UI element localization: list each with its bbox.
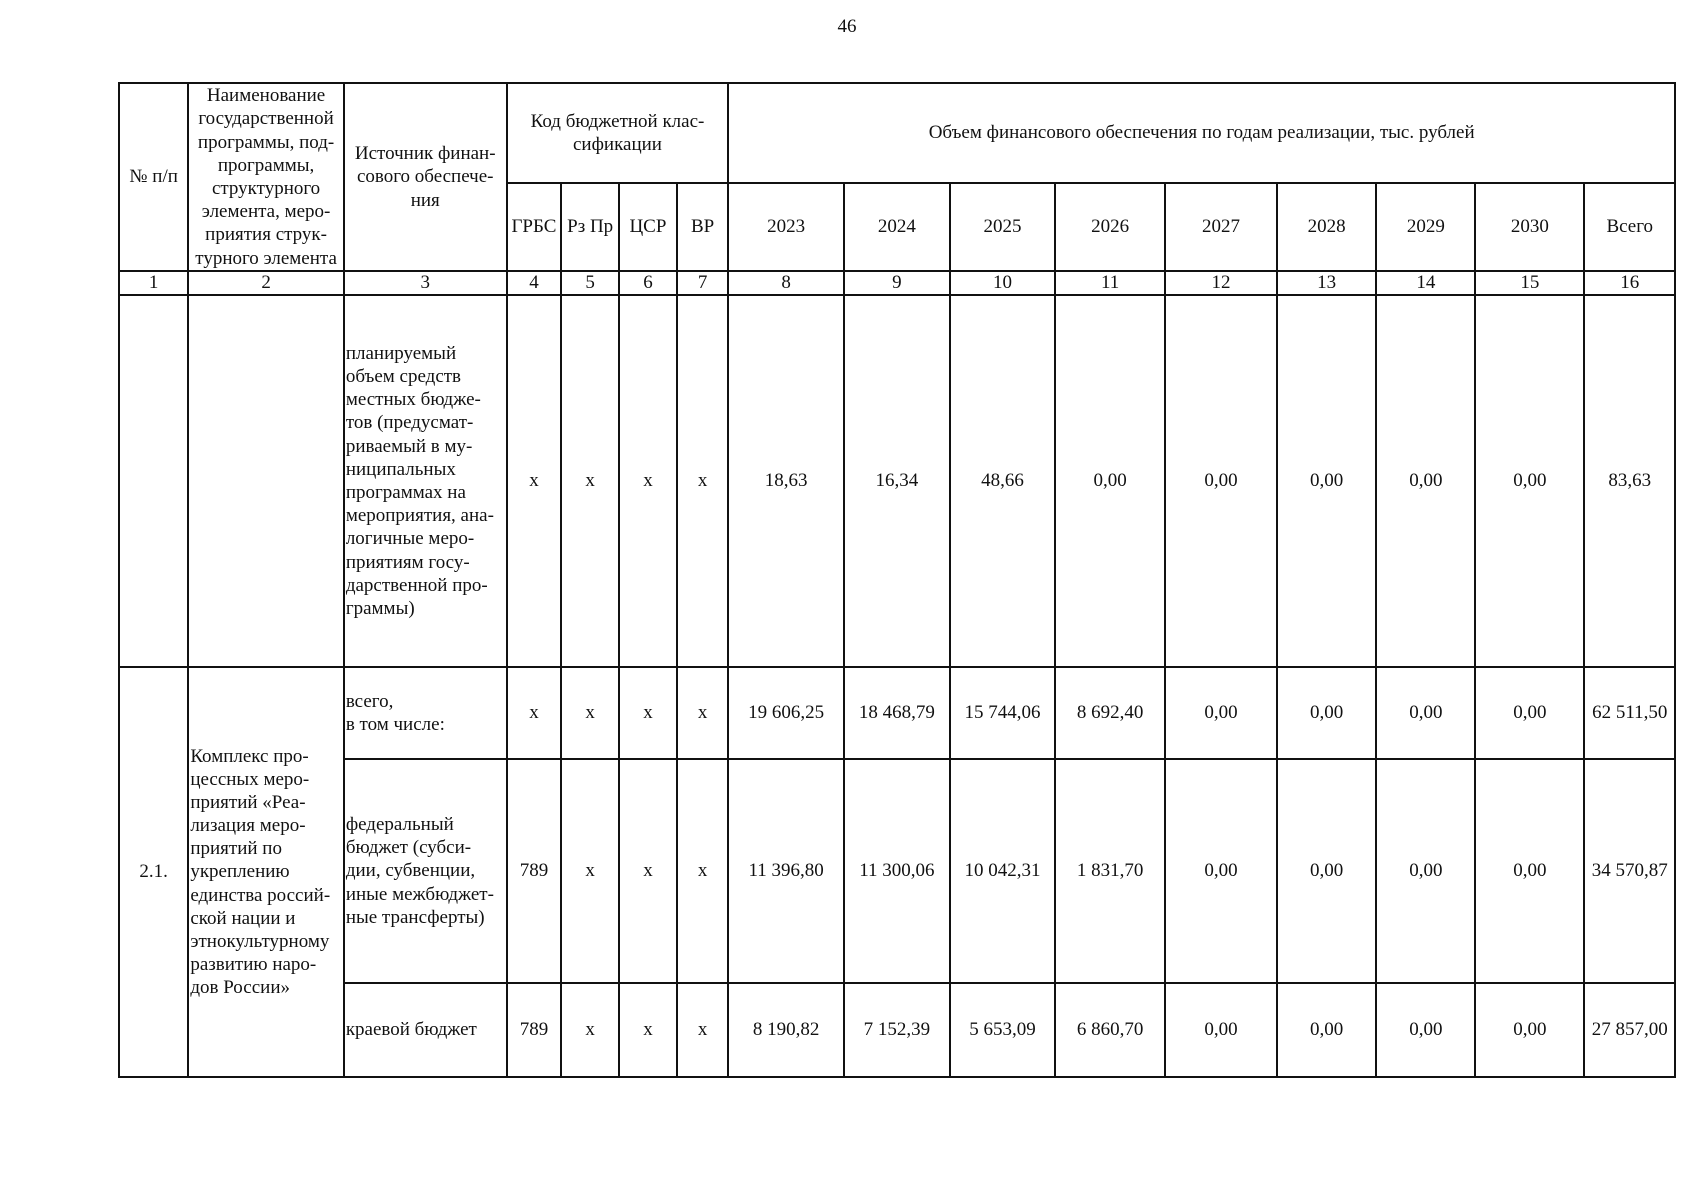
value-2027: 0,00 [1165,759,1276,983]
value-2030: 0,00 [1475,759,1584,983]
value-total: 83,63 [1584,295,1675,667]
value-2029: 0,00 [1376,759,1475,983]
code-grbs: x [507,295,562,667]
financing-table [118,82,1676,1078]
header-num: № п/п [119,83,188,271]
header-code-csr: ЦСР [619,183,677,271]
code-csr: x [619,667,677,759]
value-2025: 10 042,31 [950,759,1055,983]
header-total: Всего [1584,183,1675,271]
row-source: федеральный бюджет (субси- дии, субвенции, иные межбюджет- ные трансферты) [344,759,507,983]
row-source: краевой бюджет [344,983,507,1077]
header-code-vr: ВР [677,183,728,271]
header-row-1 [119,83,1675,183]
row-source: всего, в том числе: [344,667,507,759]
row-name: Комплекс про- цессных меро- приятий «Реа- лизация меро- приятий по укреплению единства россий- ской нации и этнокультурному развитию наро- дов России» [188,667,343,1077]
value-2024: 18 468,79 [844,667,950,759]
column-number: 3 [344,271,507,295]
header-year-2025: 2025 [950,183,1055,271]
value-2028: 0,00 [1277,983,1377,1077]
value-2024: 11 300,06 [844,759,950,983]
column-number: 6 [619,271,677,295]
value-2028: 0,00 [1277,295,1377,667]
column-number: 12 [1165,271,1276,295]
table-row-local-budgets [119,295,1675,667]
value-2024: 7 152,39 [844,983,950,1077]
row-name [188,295,343,667]
header-year-2027: 2027 [1165,183,1276,271]
value-2028: 0,00 [1277,759,1377,983]
header-volume-group: Объем финансового обеспечения по годам реализации, тыс. рублей [728,83,1675,183]
header-budget-code-group: Код бюджетной клас- сификации [507,83,729,183]
header-year-2029: 2029 [1376,183,1475,271]
code-grbs: x [507,667,562,759]
value-2028: 0,00 [1277,667,1377,759]
code-csr: x [619,983,677,1077]
column-number: 14 [1376,271,1475,295]
column-number: 10 [950,271,1055,295]
header-code-rzpr: Рз Пр [561,183,619,271]
code-vr: x [677,295,728,667]
column-number: 11 [1055,271,1165,295]
column-number: 5 [561,271,619,295]
column-number: 8 [728,271,844,295]
value-2026: 8 692,40 [1055,667,1165,759]
column-number: 16 [1584,271,1675,295]
value-2030: 0,00 [1475,667,1584,759]
code-rzpr: x [561,295,619,667]
header-year-2030: 2030 [1475,183,1584,271]
table-row-federal-budget [119,759,1675,983]
column-number: 2 [188,271,343,295]
value-2030: 0,00 [1475,295,1584,667]
value-2025: 48,66 [950,295,1055,667]
code-rzpr: x [561,667,619,759]
value-2030: 0,00 [1475,983,1584,1077]
code-rzpr: x [561,983,619,1077]
value-2027: 0,00 [1165,295,1276,667]
column-number: 13 [1277,271,1377,295]
column-number: 9 [844,271,950,295]
column-number: 1 [119,271,188,295]
value-2029: 0,00 [1376,295,1475,667]
value-2027: 0,00 [1165,983,1276,1077]
code-vr: x [677,667,728,759]
header-program-name: Наименование государственной программы, под- программы, структурного элемента, меро- приятия струк- турного элемента [188,83,343,271]
value-2023: 19 606,25 [728,667,844,759]
value-2027: 0,00 [1165,667,1276,759]
header-year-2028: 2028 [1277,183,1377,271]
value-2025: 15 744,06 [950,667,1055,759]
column-number-row [119,271,1675,295]
column-number: 4 [507,271,562,295]
value-2026: 1 831,70 [1055,759,1165,983]
header-year-2026: 2026 [1055,183,1165,271]
code-vr: x [677,759,728,983]
code-csr: x [619,759,677,983]
table-row-regional-budget [119,983,1675,1077]
value-2023: 11 396,80 [728,759,844,983]
code-vr: x [677,983,728,1077]
value-2026: 6 860,70 [1055,983,1165,1077]
column-number: 15 [1475,271,1584,295]
value-2025: 5 653,09 [950,983,1055,1077]
row-num [119,295,188,667]
value-total: 62 511,50 [1584,667,1675,759]
value-total: 27 857,00 [1584,983,1675,1077]
code-grbs: 789 [507,983,562,1077]
header-code-grbs: ГРБС [507,183,562,271]
code-rzpr: x [561,759,619,983]
value-2023: 8 190,82 [728,983,844,1077]
table-row-total [119,667,1675,759]
header-year-2024: 2024 [844,183,950,271]
column-number: 7 [677,271,728,295]
value-2029: 0,00 [1376,667,1475,759]
value-2023: 18,63 [728,295,844,667]
value-total: 34 570,87 [1584,759,1675,983]
value-2024: 16,34 [844,295,950,667]
value-2029: 0,00 [1376,983,1475,1077]
row-num: 2.1. [119,667,188,1077]
code-csr: x [619,295,677,667]
header-source: Источник финан- сового обеспече- ния [344,83,507,271]
header-year-2023: 2023 [728,183,844,271]
value-2026: 0,00 [1055,295,1165,667]
code-grbs: 789 [507,759,562,983]
page-number: 46 [837,16,857,37]
row-source: планируемый объем средств местных бюдже- тов (предусмат- риваемый в му- ниципальных программах на мероприятия, ана- логичные меро- приятиям госу- дарственной про- граммы) [344,295,507,667]
